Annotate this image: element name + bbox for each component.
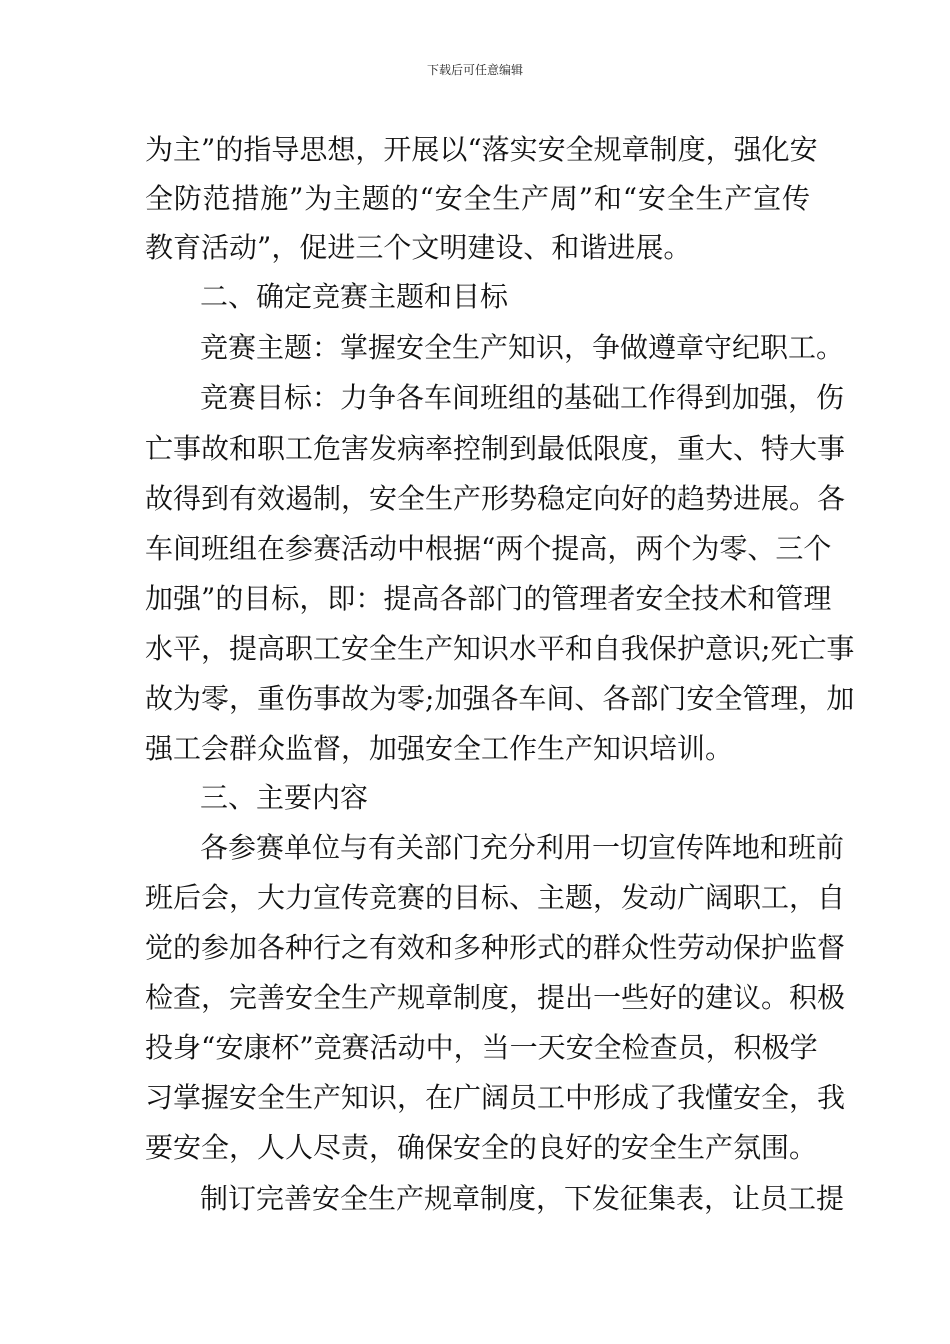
text-line: 故为零，重伤事故为零;加强各车间、各部门安全管理，加 <box>145 682 855 715</box>
text-line: 竞赛目标：力争各车间班组的基础工作得到加强，伤 <box>200 381 845 414</box>
section-heading: 二、确定竞赛主题和目标 <box>200 280 509 313</box>
text-line: 竞赛主题：掌握安全生产知识，争做遵章守纪职工。 <box>200 331 845 364</box>
text-line: 觉的参加各种行之有效和多种形式的群众性劳动保护监督 <box>145 931 846 964</box>
text-line: 水平，提高职工安全生产知识水平和自我保护意识;死亡事 <box>145 632 855 665</box>
text-line: 车间班组在参赛活动中根据“两个提高，两个为零、三个 <box>145 532 832 565</box>
page-header: 下载后可任意编辑 <box>426 63 523 77</box>
section-heading: 三、主要内容 <box>200 781 369 814</box>
text-line: 各参赛单位与有关部门充分利用一切宣传阵地和班前 <box>200 831 845 864</box>
text-line: 为主”的指导思想，开展以“落实安全规章制度，强化安 <box>145 133 818 166</box>
text-line: 强工会群众监督，加强安全工作生产知识培训。 <box>145 732 734 765</box>
text-line: 班后会，大力宣传竞赛的目标、主题，发动广阔职工，自 <box>145 881 846 914</box>
text-line: 故得到有效遏制，安全生产形势稳定向好的趋势进展。各 <box>145 482 846 515</box>
text-line: 检查，完善安全生产规章制度，提出一些好的建议。积极 <box>145 981 846 1014</box>
text-line: 要安全，人人尽责，确保安全的良好的安全生产氛围。 <box>145 1131 818 1164</box>
text-line: 制订完善安全生产规章制度，下发征集表，让员工提 <box>200 1182 845 1215</box>
text-line: 加强”的目标，即：提高各部门的管理者安全技术和管理 <box>145 582 832 615</box>
text-line: 习掌握安全生产知识，在广阔员工中形成了我懂安全，我 <box>145 1081 846 1114</box>
text-line: 全防范措施”为主题的“安全生产周”和“安全生产宣传 <box>145 182 810 215</box>
text-line: 投身“安康杯”竞赛活动中，当一天安全检查员，积极学 <box>145 1031 818 1064</box>
text-line: 教育活动”，促进三个文明建设、和谐进展。 <box>145 231 692 264</box>
text-line: 亡事故和职工危害发病率控制到最低限度，重大、特大事 <box>145 432 846 465</box>
